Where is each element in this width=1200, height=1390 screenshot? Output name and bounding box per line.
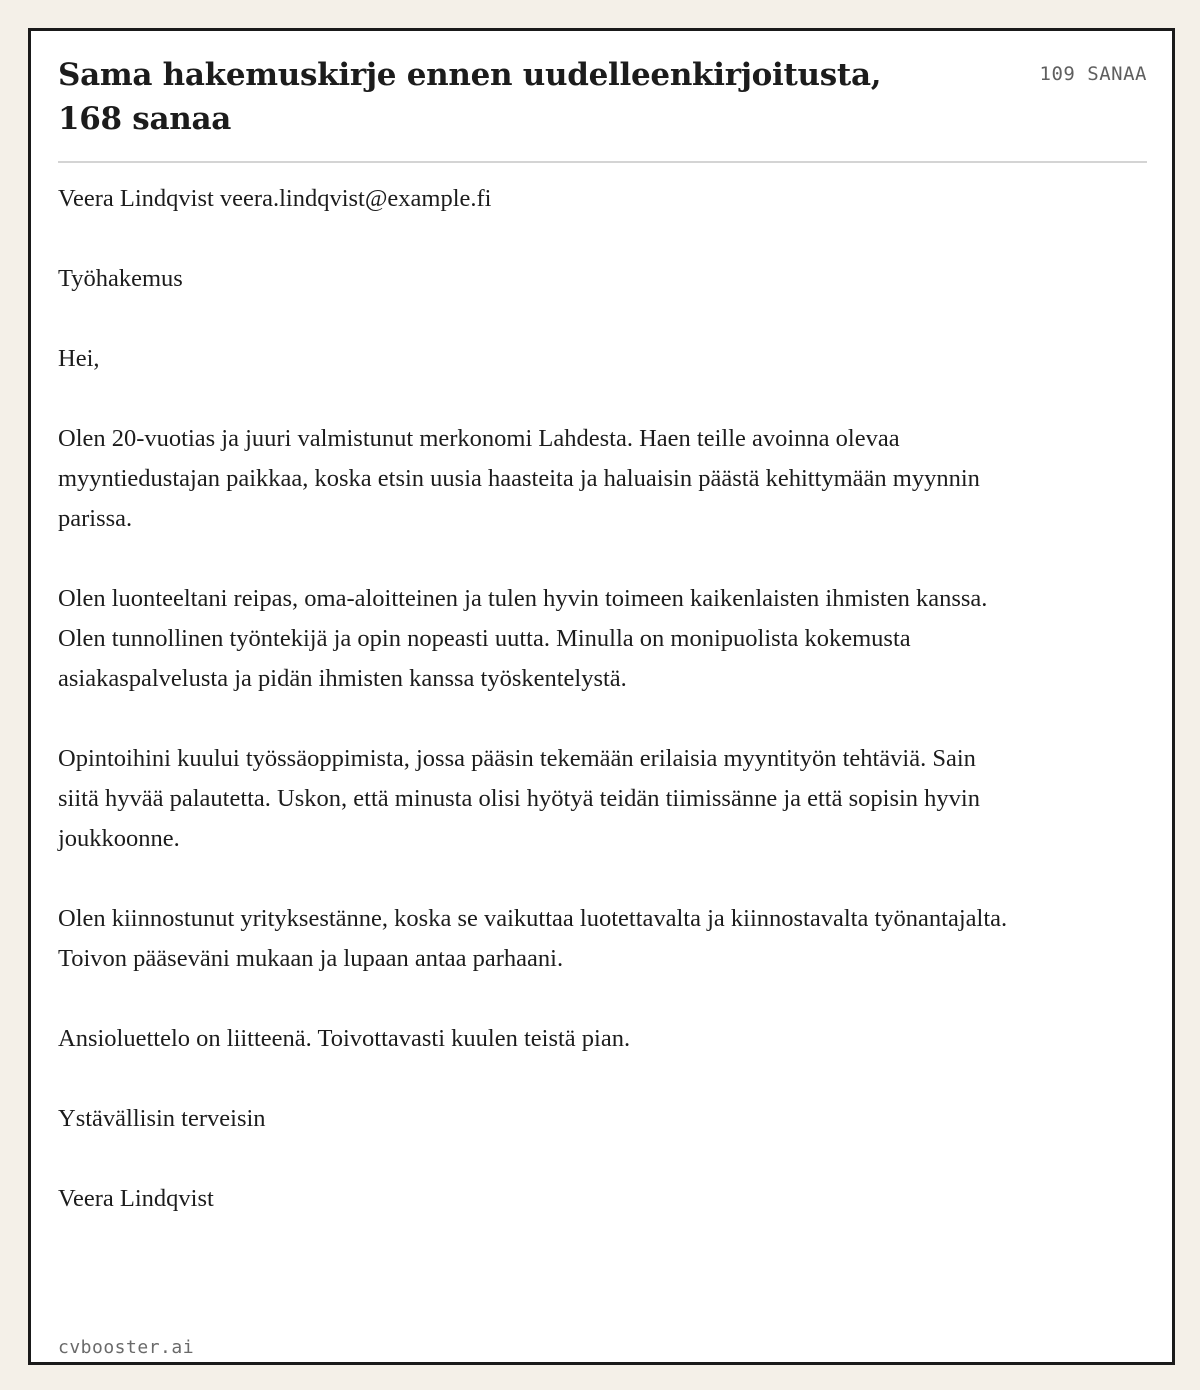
letter-closing: Ystävällisin terveisin [58, 1105, 266, 1132]
sender-line: Veera Lindqvist veera.lindqvist@example.fi [58, 185, 492, 212]
card-header [58, 53, 1147, 141]
letter-card [28, 28, 1175, 1365]
letter-paragraph: Ansioluettelo on liitteenä. Toivottavasti kuulen teistä pian. [58, 1025, 631, 1052]
footer-brand: cvbooster.ai [58, 1337, 195, 1358]
letter-body [58, 179, 1018, 1259]
letter-subject: Työhakemus [58, 265, 183, 292]
word-count-badge: 109 SANAA [1039, 63, 1147, 85]
page-title: Sama hakemuskirje ennen uudelleenkirjoitusta, 168 sanaa [58, 57, 882, 137]
letter-paragraph: Olen luonteeltani reipas, oma-aloitteinen ja tulen hyvin toimeen kaikenlaisten ihmisten kanssa. Olen tunnollinen työntekijä ja opin nopeasti uutta. Minulla on monipuolista kokemusta asiakaspalvelusta ja pidän ihmisten kanssa työskentelystä. [58, 585, 988, 692]
header-divider [58, 161, 1147, 163]
letter-paragraph: Olen kiinnostunut yrityksestänne, koska se vaikuttaa luotettavalta ja kiinnostavalta työnantajalta. Toivon pääseväni mukaan ja lupaan antaa parhaani. [58, 905, 1008, 972]
letter-paragraph: Olen 20-vuotias ja juuri valmistunut merkonomi Lahdesta. Haen teille avoinna olevaa myyntiedustajan paikkaa, koska etsin uusia haasteita ja haluaisin päästä kehittymään myynnin parissa. [58, 425, 980, 532]
letter-greeting: Hei, [58, 345, 100, 372]
letter-paragraph: Opintoihini kuului työssäoppimista, jossa pääsin tekemään erilaisia myyntityön tehtäviä. Sain siitä hyvää palautetta. Uskon, että minusta olisi hyötyä teidän tiimissänne ja että sopisin hyvin joukkoonne. [58, 745, 980, 852]
letter-signature: Veera Lindqvist [58, 1185, 214, 1212]
